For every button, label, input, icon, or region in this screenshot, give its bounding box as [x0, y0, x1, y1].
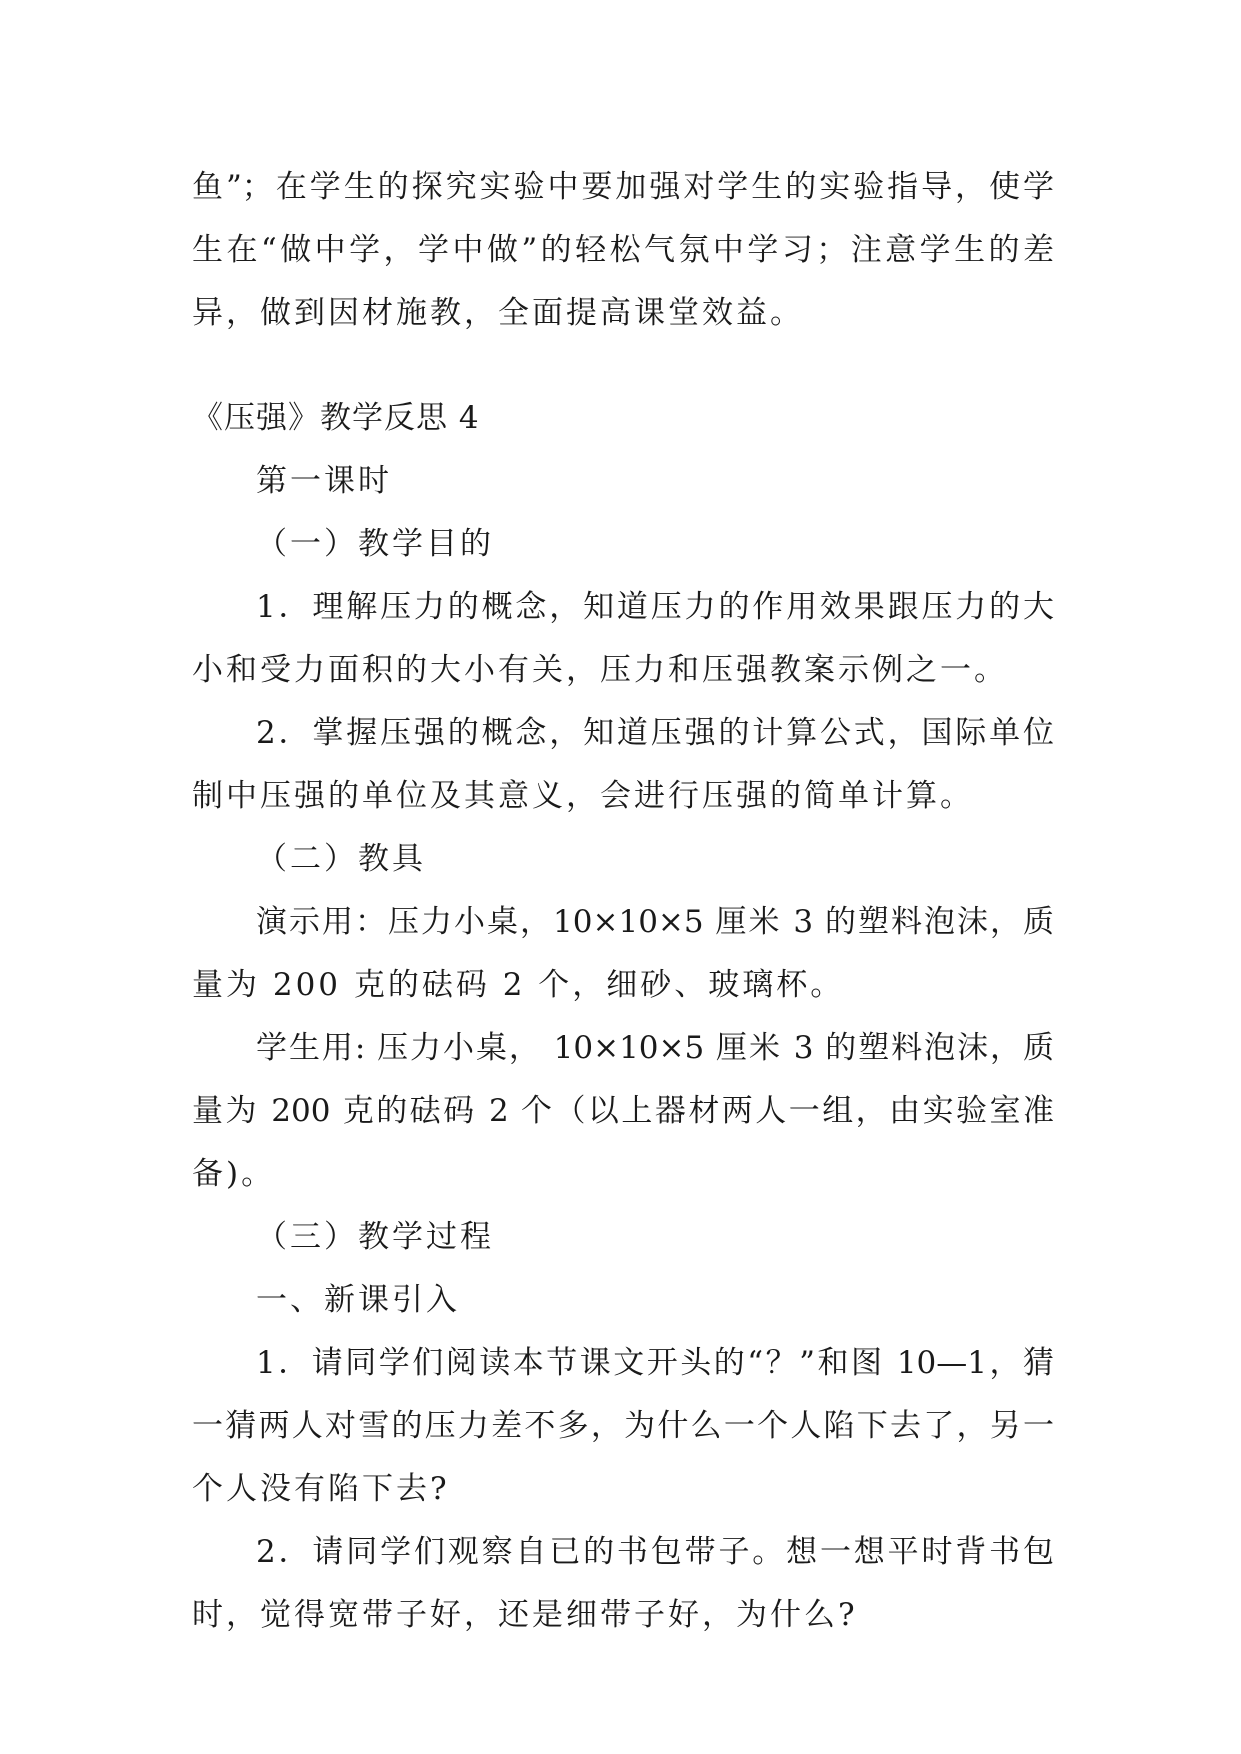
- student-tools-line-2: 量为 200 克的砝码 2 个（以上器材两人一组，由实验室准: [192, 1093, 1054, 1129]
- question-1-line-2: 一猜两人对雪的压力差不多，为什么一个人陷下去了，另一: [192, 1408, 1054, 1444]
- demo-tools-line-1: 演示用：压力小桌，10×10×5 厘米 3 的塑料泡沫，质: [256, 904, 1054, 940]
- question-1-line-3: 个人没有陷下去?: [192, 1471, 450, 1507]
- document-page: [192, 156, 1054, 1647]
- question-1-line-1: 1．请同学们阅读本节课文开头的“？”和图 10—1，猜: [256, 1345, 1054, 1381]
- section-heading-objectives: （一）教学目的: [256, 526, 494, 562]
- demo-tools-line-2: 量为 200 克的砝码 2 个，细砂、玻璃杯。: [192, 967, 845, 1003]
- student-tools-line-1: 学生用: 压力小桌， 10×10×5 厘米 3 的塑料泡沫，质: [256, 1030, 1054, 1066]
- section-heading-process: （三）教学过程: [256, 1219, 494, 1255]
- paragraph-gap: [192, 345, 1054, 387]
- section-heading-tools: （二）教具: [256, 841, 426, 877]
- intro-line-1: 鱼”；在学生的探究实验中要加强对学生的实验指导，使学: [192, 169, 1054, 205]
- intro-line-2: 生在“做中学，学中做”的轻松气氛中学习；注意学生的差: [192, 232, 1054, 268]
- objective-1-line-1: 1．理解压力的概念，知道压力的作用效果跟压力的大: [256, 589, 1054, 625]
- question-2-line-2: 时，觉得宽带子好，还是细带子好，为什么?: [192, 1597, 858, 1633]
- intro-line-3: 异，做到因材施教，全面提高课堂效益。: [192, 295, 804, 331]
- objective-2-line-2: 制中压强的单位及其意义，会进行压强的简单计算。: [192, 778, 974, 814]
- lesson-label: 第一课时: [256, 463, 392, 499]
- student-tools-line-3: 备)。: [192, 1156, 276, 1192]
- subsection-intro: 一、新课引入: [256, 1282, 460, 1318]
- document-title: 《压强》教学反思 4: [192, 400, 480, 436]
- objective-2-line-1: 2．掌握压强的概念，知道压强的计算公式，国际单位: [256, 715, 1054, 751]
- objective-1-line-2: 小和受力面积的大小有关，压力和压强教案示例之一。: [192, 652, 1008, 688]
- question-2-line-1: 2．请同学们观察自已的书包带子。想一想平时背书包: [256, 1534, 1054, 1570]
